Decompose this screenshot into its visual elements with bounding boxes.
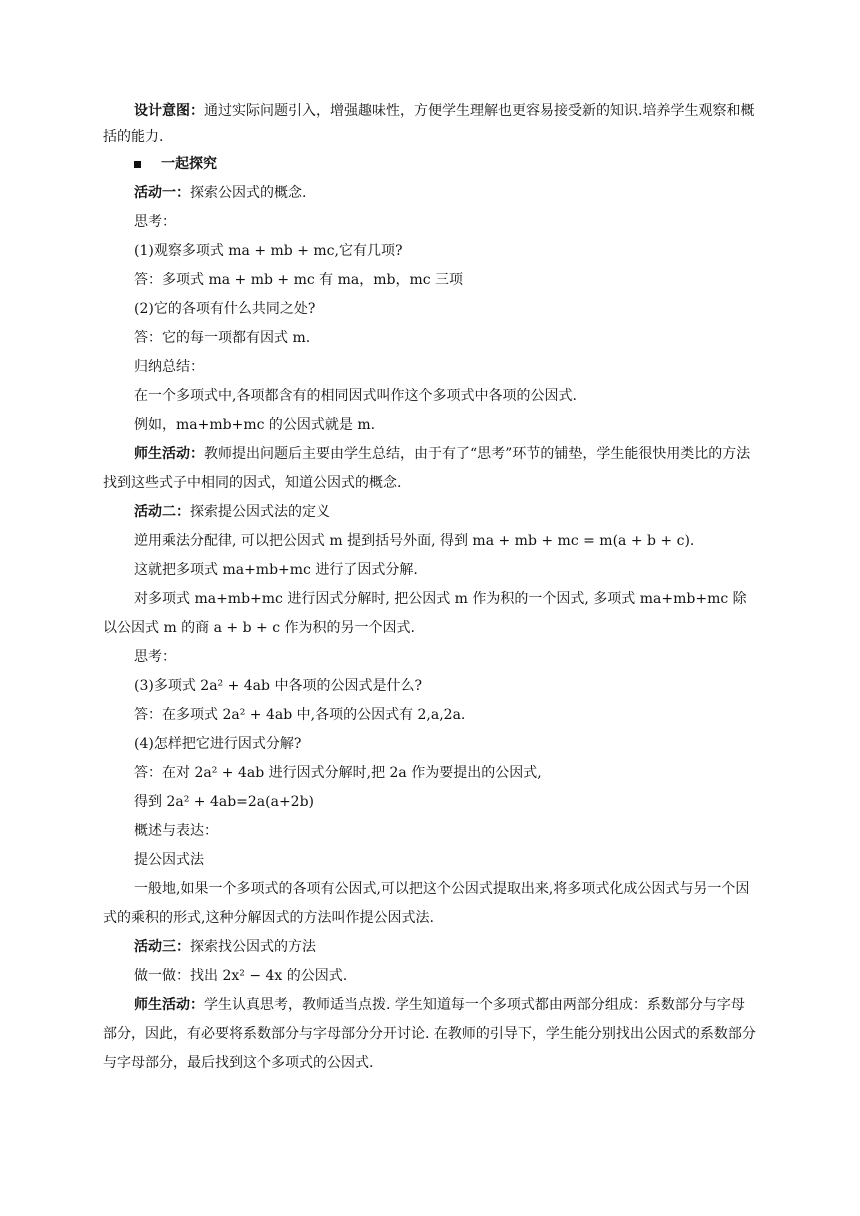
factorization-note: 这就把多项式 ma+mb+mc 进行了因式分解. <box>134 562 418 578</box>
answer-2: 答：它的每一项都有因式 m. <box>134 330 311 346</box>
teacher-student-text-1: 教师提出问题后主要由学生总结，由于有了“思考”环节的铺垫，学生能很快用类比的方法找到这些式子中相同的因式，知道公因式的概念. <box>103 446 751 491</box>
express-label: 概述与表达： <box>134 823 218 839</box>
section-title: 一起探究 <box>161 156 217 172</box>
common-factor-definition: 在一个多项式中,各项都含有的相同因式叫作这个多项式中各项的公因式. <box>134 388 577 404</box>
activity1-heading <box>103 179 758 208</box>
teacher-student-text-2: 学生认真思考，教师适当点拨. 学生知道每一个多项式都由两部分组成：系数部分与字母部分，因此，有必要将系数部分与字母部分分开讨论. 在教师的引导下，学生能分别找出公因式的系数部分与字母部分，最后找到这个多项式的公因式. <box>103 997 756 1071</box>
factor-explanation: 对多项式 ma+mb+mc 进行因式分解时, 把公因式 m 作为积的一个因式, 多项式 ma+mb+mc 除以公因式 m 的商 a + b + c 作为积的另一个因式. <box>103 591 747 636</box>
section-heading <box>103 150 758 179</box>
question-4: (4)怎样把它进行因式分解? <box>134 736 302 752</box>
method-name: 提公因式法 <box>134 852 204 868</box>
activity2-title: 探索提公因式法的定义 <box>190 504 330 520</box>
activity2-heading <box>103 498 758 527</box>
answer-3: 答：在多项式 2a² + 4ab 中,各项的公因式有 2,a,2a. <box>134 707 466 723</box>
question-1: (1)观察多项式 ma + mb + mc,它有几项? <box>134 243 403 259</box>
activity2-label: 活动二： <box>134 504 190 520</box>
common-factor-example: 例如，ma+mb+mc 的公因式就是 m. <box>134 417 376 433</box>
activity3-heading <box>103 933 758 962</box>
distributive-law-paragraph: 逆用乘法分配律, 可以把公因式 m 提到括号外面, 得到 ma + mb + mc = m(a + b + c). <box>134 533 695 549</box>
teacher-student-activity-1 <box>103 440 758 498</box>
design-intent-label: 设计意图： <box>134 103 204 119</box>
document-body <box>103 98 758 1078</box>
answer-1: 答：多项式 ma + mb + mc 有 ma，mb，mc 三项 <box>134 272 464 288</box>
summary-label: 归纳总结： <box>134 359 204 375</box>
question-3: (3)多项式 2a² + 4ab 中各项的公因式是什么? <box>134 678 422 694</box>
teacher-student-label-1: 师生活动： <box>134 446 204 462</box>
design-intent-text: 通过实际问题引入，增强趣味性，方便学生理解也更容易接受新的知识.培养学生观察和概括的能力. <box>103 103 755 145</box>
activity3-title: 探索找公因式的方法 <box>190 939 316 955</box>
activity1-think: 思考： <box>134 214 176 230</box>
answer-4-result: 得到 2a² + 4ab=2a(a+2b) <box>134 794 315 810</box>
square-bullet-icon <box>134 161 141 168</box>
method-definition: 一般地,如果一个多项式的各项有公因式,可以把这个公因式提取出来,将多项式化成公因式与另一个因式的乘积的形式,这种分解因式的方法叫作提公因式法. <box>103 881 750 926</box>
try-exercise: 做一做：找出 2x² − 4x 的公因式. <box>134 968 348 984</box>
teacher-student-label-2: 师生活动： <box>134 997 204 1013</box>
activity1-title: 探索公因式的概念. <box>190 185 307 201</box>
question-2: (2)它的各项有什么共同之处? <box>134 301 316 317</box>
activity1-label: 活动一： <box>134 185 190 201</box>
answer-4: 答：在对 2a² + 4ab 进行因式分解时,把 2a 作为要提出的公因式, <box>134 765 542 781</box>
teacher-student-activity-2 <box>103 991 758 1078</box>
activity2-think: 思考： <box>134 649 176 665</box>
activity3-label: 活动三： <box>134 939 190 955</box>
design-intent-paragraph <box>103 98 758 150</box>
